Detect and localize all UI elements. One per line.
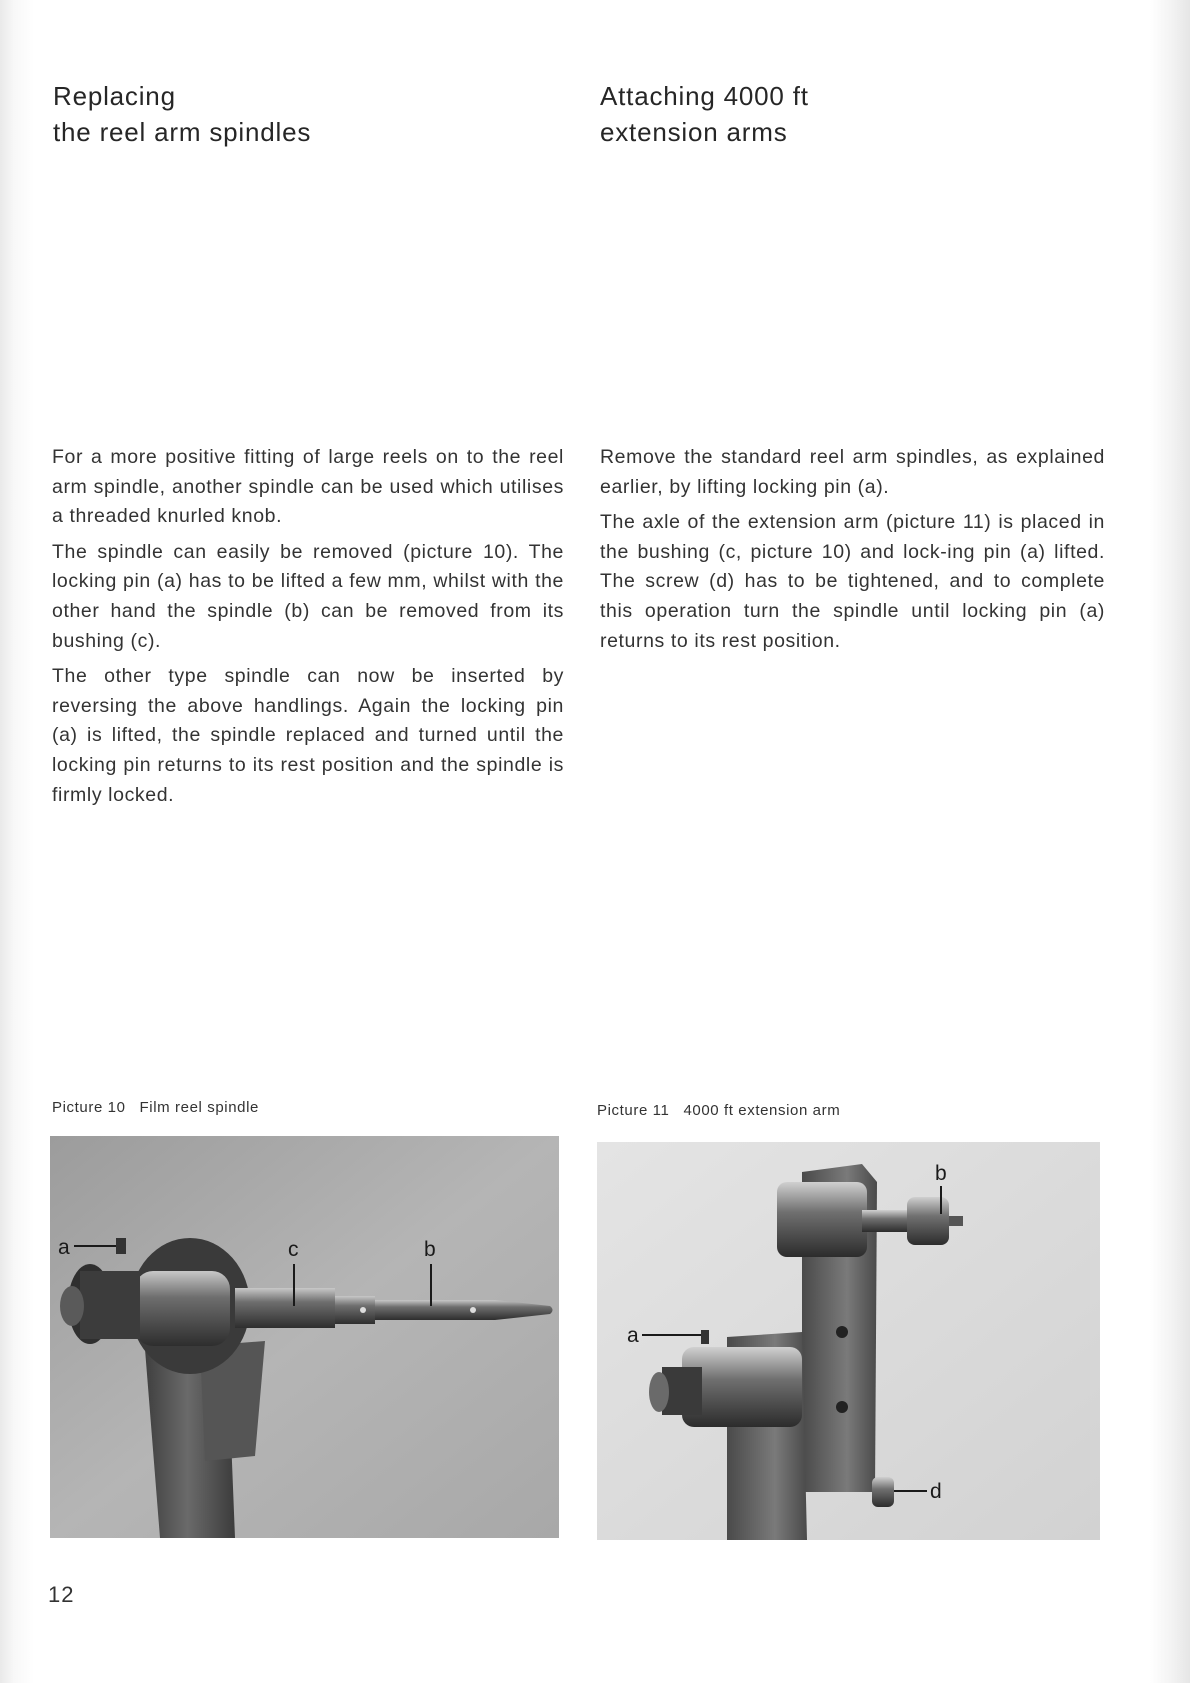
locking-pin-a [116, 1238, 126, 1254]
picture-11-photo [597, 1142, 1100, 1540]
left-heading [53, 78, 311, 150]
picture-11-title: 4000 ft extension arm [683, 1102, 841, 1119]
right-paragraph-1: Remove the standard reel arm spindles, as explained earlier, by lifting locking pin (a). [600, 446, 1105, 498]
right-paragraph-2: The axle of the extension arm (picture 11) is placed in the bushing (c, picture 10) and lock-ing pin (a) lifted. The screw (d) has to be tightened, and to complete this operation turn the spindle until locking pin (a) returns to its rest position. [600, 511, 1105, 652]
right-body-text [600, 443, 1105, 662]
left-body-text [52, 443, 564, 816]
photo10-label-b: b [424, 1238, 436, 1261]
photo11-label-b: b [935, 1162, 947, 1185]
bushing-c [235, 1288, 335, 1328]
locking-pin-a [701, 1330, 709, 1344]
picture-10-photo [50, 1136, 559, 1538]
left-heading-line-2: the reel arm spindles [53, 117, 312, 147]
left-heading-line-1: Replacing [53, 81, 176, 111]
left-paragraph-3: The other type spindle can now be inserted by reversing the above handlings. Again the locking pin (a) is lifted, the spindle replaced and turned until the locking pin returns to its rest position and the spindle is firmly locked. [52, 665, 564, 806]
extension-arm-illustration [597, 1142, 1100, 1540]
left-paragraph-2: The spindle can easily be removed (picture 10). The locking pin (a) has to be lifted a few mm, whilst with the other hand the spindle (b) can be removed from its bushing (c). [52, 540, 564, 652]
right-heading-line-1: Attaching 4000 ft [600, 81, 809, 111]
film-reel-spindle-illustration [50, 1136, 559, 1538]
screw-d [872, 1477, 894, 1507]
picture-11-caption [597, 1102, 840, 1119]
photo10-label-a: a [58, 1236, 70, 1259]
picture-10-number: Picture 10 [52, 1099, 126, 1116]
photo11-label-a: a [627, 1324, 639, 1347]
right-heading-line-2: extension arms [600, 117, 788, 147]
spindle-b [862, 1210, 907, 1232]
photo11-label-d: d [930, 1480, 942, 1503]
picture-11-number: Picture 11 [597, 1102, 670, 1119]
picture-10-caption [52, 1099, 259, 1116]
photo10-label-c: c [288, 1238, 299, 1261]
picture-10-title: Film reel spindle [139, 1099, 259, 1116]
page-number: 12 [48, 1582, 75, 1607]
spindle-b [375, 1300, 495, 1320]
right-heading [600, 78, 809, 150]
left-paragraph-1: For a more positive fitting of large reels on to the reel arm spindle, another spindle can be used which utilises a threaded knurled knob. [52, 446, 564, 528]
